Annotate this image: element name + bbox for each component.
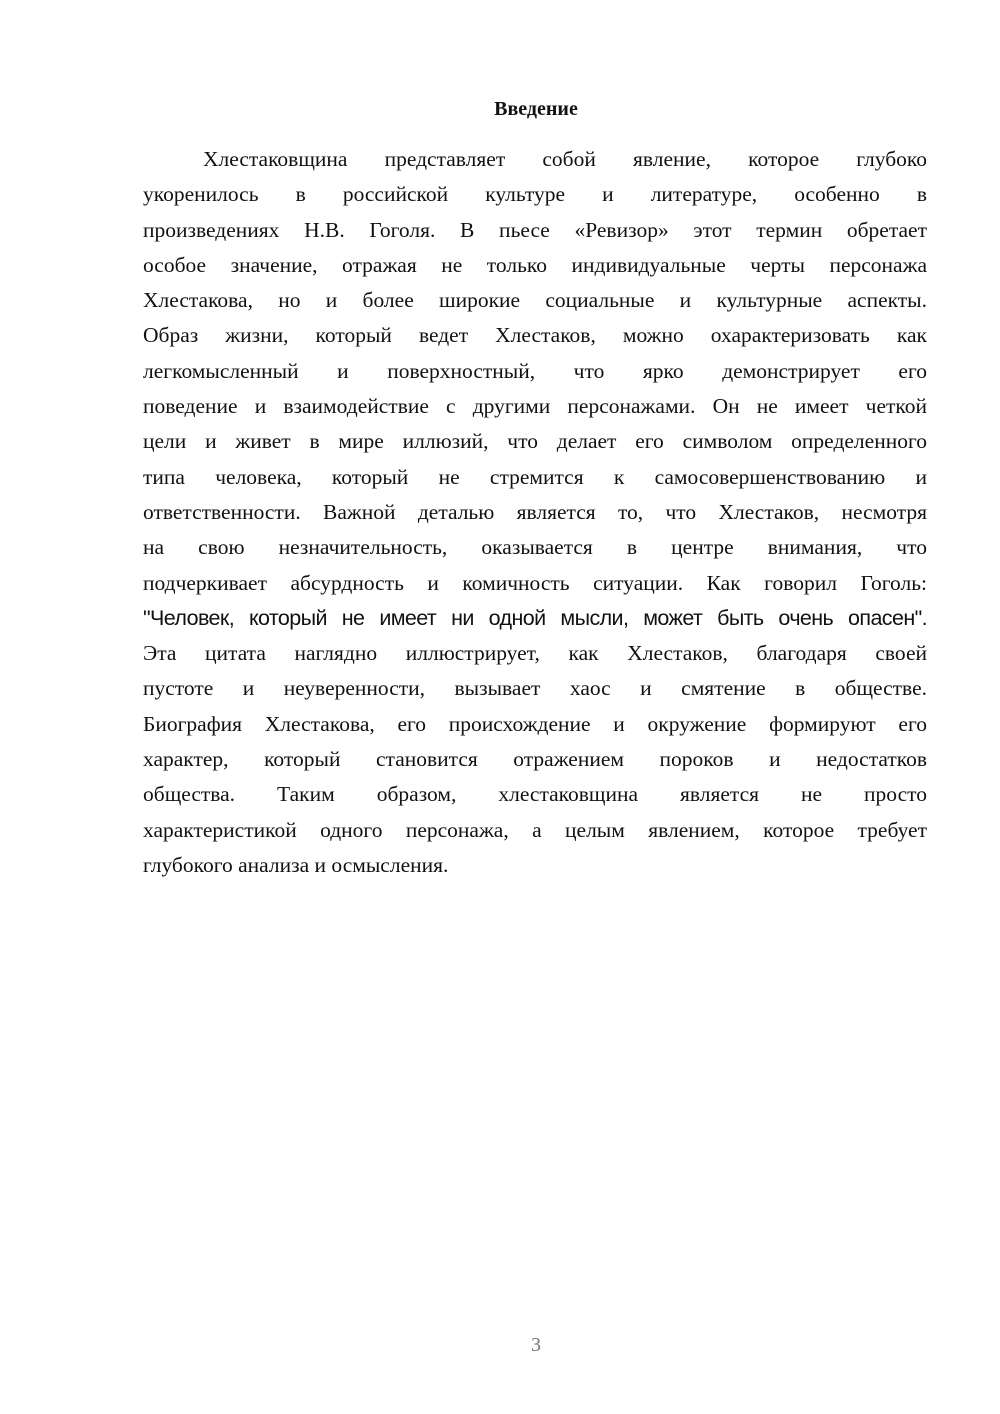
text-line: глубокого анализа и осмысления. — [143, 852, 449, 877]
text-line: пустоте и неуверенности, вызывает хаос и смятение в обществе. — [143, 676, 927, 701]
text-line: особое значение, отражая не только индивидуальные черты персонажа — [143, 252, 927, 277]
text-line: ответственности. Важной деталью является то, что Хлестаков, несмотря — [143, 499, 927, 524]
text-line: произведениях Н.В. Гоголя. В пьесе «Ревизор» этот термин обретает — [143, 217, 927, 242]
page-number: 3 — [531, 1334, 541, 1356]
text-line: характеристикой одного персонажа, а целым явлением, которое требует — [143, 817, 927, 842]
text-line: Эта цитата наглядно иллюстрирует, как Хлестаков, благодаря своей — [143, 641, 927, 666]
body-paragraph — [143, 142, 927, 883]
text-line: Биография Хлестакова, его происхождение и окружение формируют его — [143, 711, 927, 736]
text-line: Хлестаковщина представляет собой явление, которое глубоко — [203, 147, 927, 171]
quote-line: "Человек, который не имеет ни одной мысли, может быть очень опасен". — [143, 605, 927, 630]
text-line: Образ жизни, который ведет Хлестаков, можно охарактеризовать как — [143, 323, 927, 348]
text-line: поведение и взаимодействие с другими персонажами. Он не имеет четкой — [143, 394, 927, 419]
text-line: легкомысленный и поверхностный, что ярко демонстрирует его — [143, 358, 927, 383]
text-line: Хлестакова, но и более широкие социальные и культурные аспекты. — [143, 288, 927, 313]
text-line: цели и живет в мире иллюзий, что делает его символом определенного — [143, 429, 927, 454]
text-line: укоренилось в российской культуре и литературе, особенно в — [143, 182, 927, 207]
text-line: типа человека, который не стремится к самосовершенствованию и — [143, 464, 927, 489]
section-heading: Введение — [494, 98, 578, 120]
text-line: характер, который становится отражением пороков и недостатков — [143, 747, 927, 772]
text-line: общества. Таким образом, хлестаковщина является не просто — [143, 782, 927, 807]
text-line: подчеркивает абсурдность и комичность ситуации. Как говорил Гоголь: — [143, 570, 927, 595]
text-line: на свою незначительность, оказывается в центре внимания, что — [143, 535, 927, 560]
